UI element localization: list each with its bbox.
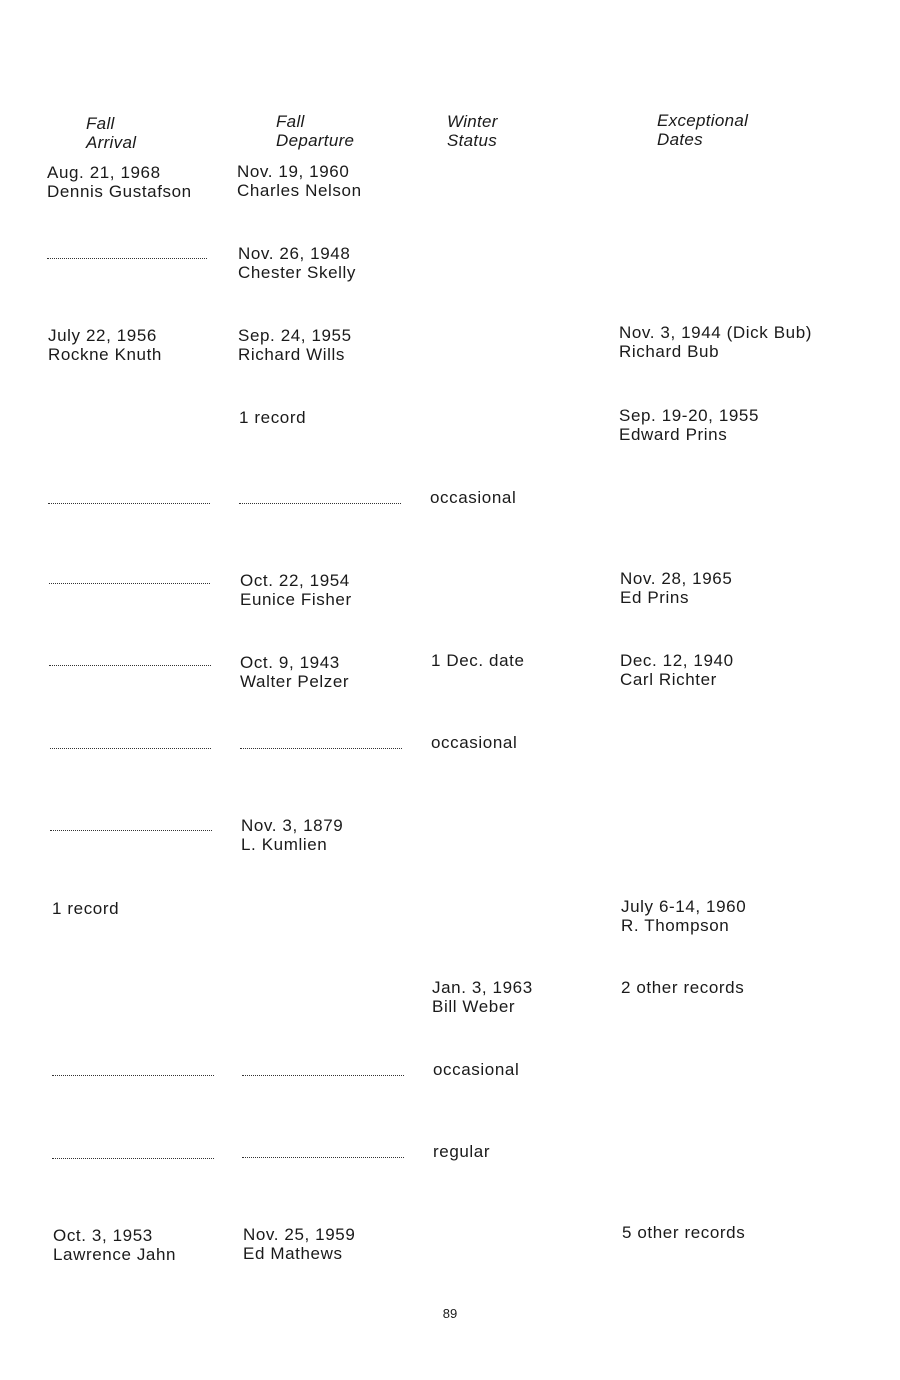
- exceptional-record: [619, 407, 759, 444]
- record-date: Aug. 21, 1968: [47, 163, 161, 182]
- record-observer: Edward Prins: [619, 424, 728, 444]
- header-line: Winter: [447, 112, 498, 131]
- record-date: Nov. 28, 1965: [620, 569, 733, 588]
- exceptional-record: [619, 324, 812, 361]
- record-date: Oct. 22, 1954: [240, 571, 350, 590]
- note-text: occasional: [430, 488, 517, 507]
- departure-record: [241, 817, 343, 854]
- exceptional-record: [620, 570, 732, 607]
- departure-record: [243, 1226, 355, 1263]
- arrival-record: [47, 164, 192, 201]
- record-date: Nov. 25, 1959: [243, 1225, 356, 1244]
- exceptional-record: [621, 898, 746, 935]
- arrival-record: [53, 1227, 176, 1264]
- note-text: 2 other records: [621, 978, 745, 997]
- record-date: Nov. 3, 1879: [241, 816, 344, 835]
- dotted-placeholder: [242, 1157, 404, 1158]
- dotted-placeholder: [239, 503, 401, 504]
- note-text: 5 other records: [622, 1223, 746, 1242]
- record-observer: Ed Mathews: [243, 1243, 343, 1263]
- winter-status: [433, 1143, 490, 1162]
- winter-status: [431, 734, 517, 753]
- winter-status: [433, 1061, 519, 1080]
- record-date: Nov. 26, 1948: [238, 244, 351, 263]
- record-date: Nov. 19, 1960: [237, 162, 350, 181]
- exceptional-note: [622, 1224, 745, 1243]
- dotted-placeholder: [49, 583, 210, 584]
- dotted-placeholder: [47, 258, 207, 259]
- dotted-placeholder: [49, 665, 211, 666]
- record-date: Dec. 12, 1940: [620, 651, 734, 670]
- record-date: Jan. 3, 1963: [432, 978, 533, 997]
- arrival-record: [48, 327, 162, 364]
- dotted-placeholder: [242, 1075, 404, 1076]
- winter-record: [432, 979, 533, 1016]
- header-line: Status: [447, 131, 497, 150]
- record-date: Sep. 24, 1955: [238, 326, 352, 345]
- winter-status: [431, 652, 525, 671]
- record-observer: Walter Pelzer: [240, 671, 350, 691]
- record-observer: Eunice Fisher: [240, 589, 352, 609]
- dotted-placeholder: [52, 1158, 214, 1159]
- record-observer: Charles Nelson: [237, 180, 362, 200]
- note-text: occasional: [431, 733, 518, 752]
- record-date: Sep. 19-20, 1955: [619, 406, 760, 425]
- dotted-placeholder: [50, 830, 212, 831]
- record-observer: Chester Skelly: [238, 262, 356, 282]
- record-observer: Rockne Knuth: [48, 344, 162, 364]
- departure-record: [240, 654, 349, 691]
- departure-note: [239, 409, 306, 428]
- departure-record: [237, 163, 362, 200]
- note-text: occasional: [433, 1060, 520, 1079]
- departure-record: [240, 572, 352, 609]
- record-observer: Carl Richter: [620, 669, 717, 689]
- record-observer: R. Thompson: [621, 915, 730, 935]
- exceptional-note: [621, 979, 744, 998]
- note-text: regular: [433, 1142, 491, 1161]
- winter-status: [430, 489, 516, 508]
- record-observer: L. Kumlien: [241, 834, 328, 854]
- header-exceptional-dates: [657, 111, 748, 149]
- record-date: Nov. 3, 1944 (Dick Bub): [619, 323, 813, 342]
- note-text: 1 record: [52, 899, 120, 918]
- header-line: Departure: [276, 131, 355, 150]
- record-observer: Richard Bub: [619, 341, 720, 361]
- dotted-placeholder: [240, 748, 402, 749]
- record-date: Oct. 3, 1953: [53, 1226, 153, 1245]
- record-date: Oct. 9, 1943: [240, 653, 340, 672]
- header-line: Exceptional: [657, 111, 749, 130]
- header-line: Dates: [657, 130, 703, 149]
- arrival-note: [52, 900, 119, 919]
- record-observer: Dennis Gustafson: [47, 181, 192, 201]
- header-fall-departure: [276, 112, 354, 150]
- header-winter-status: [447, 112, 498, 150]
- record-date: July 6-14, 1960: [621, 897, 747, 916]
- departure-record: [238, 245, 356, 282]
- departure-record: [238, 327, 352, 364]
- note-text: 1 record: [239, 408, 307, 427]
- page-number: 89: [442, 1306, 458, 1321]
- header-line: Fall: [276, 112, 305, 131]
- record-observer: Richard Wills: [238, 344, 345, 364]
- header-fall-arrival: [86, 114, 136, 152]
- dotted-placeholder: [48, 503, 210, 504]
- record-observer: Bill Weber: [432, 996, 516, 1016]
- header-line: Arrival: [86, 133, 137, 152]
- record-observer: Ed Prins: [620, 587, 690, 607]
- note-text: 1 Dec. date: [431, 651, 525, 670]
- dotted-placeholder: [52, 1075, 214, 1076]
- dotted-placeholder: [50, 748, 211, 749]
- exceptional-record: [620, 652, 734, 689]
- record-observer: Lawrence Jahn: [53, 1244, 177, 1264]
- header-line: Fall: [86, 114, 115, 133]
- record-date: July 22, 1956: [48, 326, 157, 345]
